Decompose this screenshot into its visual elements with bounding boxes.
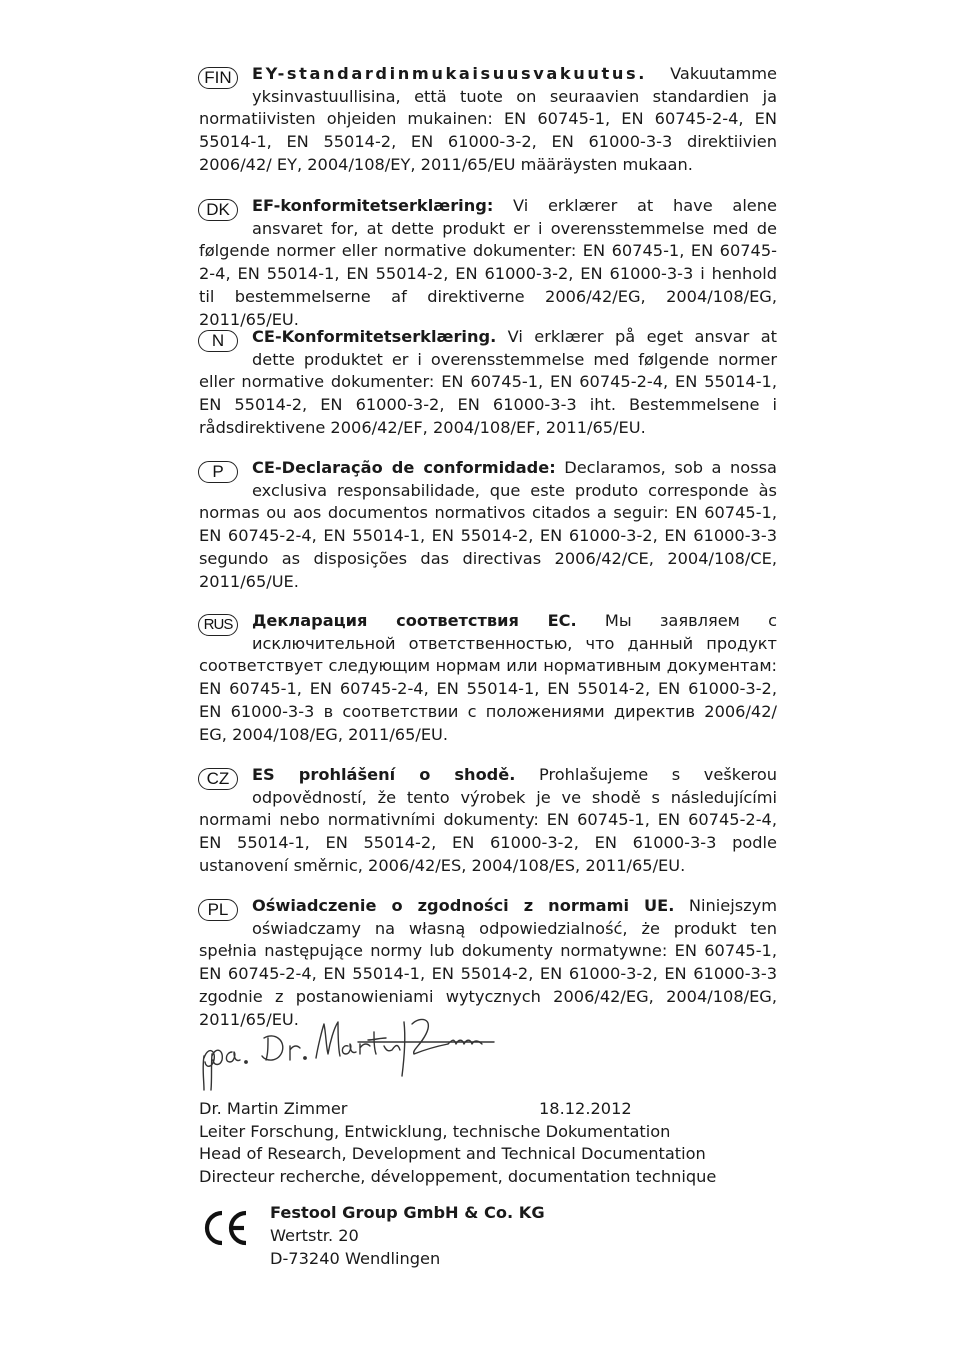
signatory-block	[199, 1098, 759, 1188]
language-badge-fin: FIN	[198, 67, 238, 89]
language-badge-rus: RUS	[198, 614, 238, 636]
declaration-text: Niniejszym oświadczamy na własną odpowiedzialność, że produkt ten spełnia następujące normy lub dokumenty normatywne: EN 60745-1, EN 60745-2-4, EN 55014-1, EN 55014-2, EN 61000-3-2, EN 61000-3-3 zgodnie z postanowieniami wytycznych 2006/42/EG, 2004/108/EG, 2011/65/EU.	[199, 896, 777, 1029]
declaration-fin	[199, 63, 777, 177]
declaration-n	[199, 326, 777, 440]
signatory-role-fr: Directeur recherche, développement, documentation technique	[199, 1166, 717, 1186]
language-badge-p: P	[198, 461, 238, 483]
declaration-text: Vakuutamme yksinvastuullisina, että tuote on seuraavien standardien ja normatiivisten ohjeiden mukainen: EN 60745-1, EN 60745-2-4, EN 55014-1, EN 55014-2, EN 61000-3-2, EN 61000-3-3 direktiivien 2006/42/ EY, 2004/108/EY, 2011/65/EU määräysten mukaan.	[199, 64, 777, 174]
declaration-title: Oświadczenie o zgodności z normami UE.	[252, 896, 675, 915]
declaration-dk	[199, 195, 777, 331]
ce-mark-icon	[202, 1210, 250, 1246]
language-badge-pl: PL	[198, 899, 238, 921]
signatory-role-en: Head of Research, Development and Technical Documentation	[199, 1144, 706, 1164]
declaration-title: ES prohlášení o shodě.	[252, 765, 516, 784]
language-badge-cz: CZ	[198, 768, 238, 790]
language-badge-n: N	[198, 330, 238, 352]
declaration-text: Declaramos, sob a nossa exclusiva responsabilidade, que este produto corresponde às normas ou aos documentos normativos citados a seguir: EN 60745-1, EN 60745-2-4, EN 55014-1, EN 55014-2, EN 61000-3-2, EN 61000-3-3 segundo as disposições das directivas 2006/42/CE, 2004/108/CE, 2011/65/UE.	[199, 458, 777, 591]
declaration-cz	[199, 764, 777, 878]
declaration-title: CE-Declaração de conformidade:	[252, 458, 556, 477]
signatory-role-de: Leiter Forschung, Entwicklung, technische Dokumentation	[199, 1121, 671, 1141]
signature-date: 18.12.2012	[539, 1099, 632, 1118]
handwritten-signature	[198, 1010, 498, 1092]
declaration-text: Vi erklærer at have alene ansvaret for, at dette produkt er i overensstemmelse med de følgende normer eller normative dokumenter: EN 60745-1, EN 60745-2-4, EN 55014-1, EN 55014-2, EN 61000-3-2, EN 61000-3-3 i henhold til bestemmelserne af direktiverne 2006/42/EG, 2004/108/EG, 2011/65/EU.	[199, 196, 777, 329]
company-city: D-73240 Wendlingen	[270, 1249, 441, 1268]
declaration-title: CE-Konformitetserklæring.	[252, 327, 497, 346]
declaration-title: EY-standardinmukaisuusvakuutus.	[252, 64, 647, 83]
declaration-title: Декларация соответствия ЕС.	[252, 611, 577, 630]
declaration-text: Prohlašujeme s veškerou odpovědností, že tento výrobek je ve shodě s následujícími normami nebo normativními dokumenty: EN 60745-1, EN 60745-2-4, EN 55014-1, EN 55014-2, EN 61000-3-2, EN 61000-3-3 podle ustanovení směrnic, 2006/42/ES, 2004/108/ES, 2011/65/EU.	[199, 765, 777, 875]
company-address	[270, 1201, 545, 1270]
signatory-name: Dr. Martin Zimmer	[199, 1099, 348, 1118]
declaration-p	[199, 457, 777, 593]
declaration-text: Vi erklærer på eget ansvar at dette produktet er i overensstemmelse med følgende normer eller normative dokumenter: EN 60745-1, EN 60745-2-4, EN 55014-1, EN 55014-2, EN 61000-3-2, EN 61000-3-3 iht. Bestemmelsene i rådsdirektivene 2006/42/EF, 2004/108/EF, 2011/65/EU.	[199, 327, 777, 437]
declaration-text: Мы заявляем с исключительной ответственностью, что данный продукт соответствует следующим нормам или нормативным документам: EN 60745-1, EN 60745-2-4, EN 55014-1, EN 55014-2, EN 61000-3-2, EN 61000-3-3 в соответствии с положениями директив 2006/42/ EG, 2004/108/EG, 2011/65/EU.	[199, 611, 777, 744]
declaration-rus	[199, 610, 777, 746]
language-badge-dk: DK	[198, 199, 238, 221]
company-name: Festool Group GmbH & Co. KG	[270, 1203, 545, 1222]
company-street: Wertstr. 20	[270, 1226, 359, 1245]
declaration-title: EF-konformitetserklæring:	[252, 196, 494, 215]
